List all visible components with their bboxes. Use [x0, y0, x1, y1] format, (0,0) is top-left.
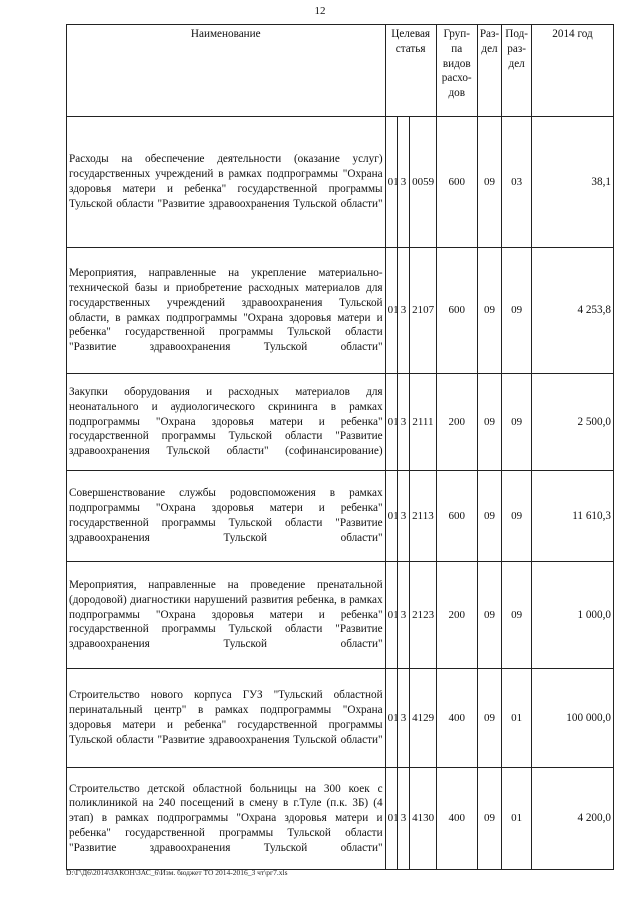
target-code-subprogram: 3 — [397, 669, 409, 768]
header-subsection: Под-раз-дел — [502, 25, 532, 117]
amount-2014: 38,1 — [532, 117, 614, 248]
target-code-subprogram: 3 — [397, 374, 409, 471]
target-code-item: 0059 — [410, 117, 437, 248]
amount-2014: 4 253,8 — [532, 248, 614, 374]
expense-name: Строительство нового корпуса ГУЗ "Тульский областной перинатальный центр" в рамках подпрограммы "Охрана здоровья матери и ребенка" государственной программы Тульской области "Развитие здравоохранения Тульской области" — [67, 669, 386, 768]
subsection-code: 01 — [502, 669, 532, 768]
expense-name: Мероприятия, направленные на укрепление материально-технической базы и приобретение расходных материалов для государственных учреждений здравоохранения Тульской области, в рамках подпрограммы "Охрана здоровья матери и ребенка" государственной программы Тульской области "Развитие здравоохранения Тульской области" — [67, 248, 386, 374]
budget-table — [66, 24, 614, 870]
section-code: 09 — [477, 248, 502, 374]
file-path-footer: D:\Г\Д6\2014\ЗАКОН\ЗАС_6\Изм. бюджет ТО 2014-2016_3 чт\рг7.xls — [66, 868, 288, 877]
target-code-item: 4129 — [410, 669, 437, 768]
target-code-item: 2123 — [410, 562, 437, 669]
header-expense-group: Груп-па видов расхо-дов — [436, 25, 477, 117]
target-code-program: 01 — [385, 669, 397, 768]
table-row — [67, 562, 614, 669]
target-code-item: 2113 — [410, 471, 437, 562]
amount-2014: 2 500,0 — [532, 374, 614, 471]
target-code-program: 01 — [385, 768, 397, 870]
target-code-subprogram: 3 — [397, 248, 409, 374]
expense-group-code: 600 — [436, 248, 477, 374]
table-row — [67, 117, 614, 248]
subsection-code: 09 — [502, 374, 532, 471]
amount-2014: 1 000,0 — [532, 562, 614, 669]
subsection-code: 09 — [502, 471, 532, 562]
section-code: 09 — [477, 669, 502, 768]
table-row — [67, 768, 614, 870]
header-target-article: Целевая статья — [385, 25, 436, 117]
subsection-code: 09 — [502, 248, 532, 374]
section-code: 09 — [477, 562, 502, 669]
header-name: Наименование — [67, 25, 386, 117]
target-code-program: 01 — [385, 471, 397, 562]
subsection-code: 09 — [502, 562, 532, 669]
section-code: 09 — [477, 117, 502, 248]
table-row — [67, 669, 614, 768]
expense-group-code: 400 — [436, 669, 477, 768]
target-code-program: 01 — [385, 248, 397, 374]
expense-group-code: 200 — [436, 374, 477, 471]
target-code-program: 01 — [385, 562, 397, 669]
target-code-program: 01 — [385, 117, 397, 248]
table-row — [67, 374, 614, 471]
amount-2014: 11 610,3 — [532, 471, 614, 562]
amount-2014: 100 000,0 — [532, 669, 614, 768]
expense-name: Мероприятия, направленные на проведение пренатальной (дородовой) диагностики нарушений развития ребенка, в рамках подпрограммы "Охрана здоровья матери и ребенка" государственной программы Тульской области "Развитие здравоохранения Тульской области" — [67, 562, 386, 669]
section-code: 09 — [477, 471, 502, 562]
target-code-subprogram: 3 — [397, 117, 409, 248]
expense-name: Совершенствование службы родовспоможения в рамках подпрограммы "Охрана здоровья матери и ребенка" государственной программы Тульской области "Развитие здравоохранения Тульской области" — [67, 471, 386, 562]
subsection-code: 03 — [502, 117, 532, 248]
target-code-subprogram: 3 — [397, 471, 409, 562]
table-row — [67, 248, 614, 374]
table-row — [67, 471, 614, 562]
target-code-item: 2111 — [410, 374, 437, 471]
header-year: 2014 год — [532, 25, 614, 117]
section-code: 09 — [477, 374, 502, 471]
target-code-program: 01 — [385, 374, 397, 471]
target-code-item: 2107 — [410, 248, 437, 374]
subsection-code: 01 — [502, 768, 532, 870]
expense-name: Расходы на обеспечение деятельности (оказание услуг) государственных учреждений в рамках подпрограммы "Охрана здоровья матери и ребенка" государственной программы Тульской области "Развитие здравоохранения Тульской области" — [67, 117, 386, 248]
expense-name: Закупки оборудования и расходных материалов для неонатального и аудиологического скрининга в рамках подпрограммы "Охрана здоровья матери и ребенка" государственной программы Тульской области "Развитие здравоохранения Тульской области" (софинансирование) — [67, 374, 386, 471]
expense-group-code: 600 — [436, 117, 477, 248]
page-number: 12 — [314, 5, 326, 17]
expense-group-code: 200 — [436, 562, 477, 669]
expense-name: Строительство детской областной больницы на 300 коек с поликлиникой на 240 посещений в смену в г.Туле (п.к. 3Б) (4 этап) в рамках подпрограммы "Охрана здоровья матери и ребенка" государственной программы Тульской области "Развитие здравоохранения Тульской области" — [67, 768, 386, 870]
expense-group-code: 600 — [436, 471, 477, 562]
target-code-subprogram: 3 — [397, 768, 409, 870]
expense-group-code: 400 — [436, 768, 477, 870]
target-code-subprogram: 3 — [397, 562, 409, 669]
target-code-item: 4130 — [410, 768, 437, 870]
amount-2014: 4 200,0 — [532, 768, 614, 870]
header-section: Раз-дел — [477, 25, 502, 117]
section-code: 09 — [477, 768, 502, 870]
